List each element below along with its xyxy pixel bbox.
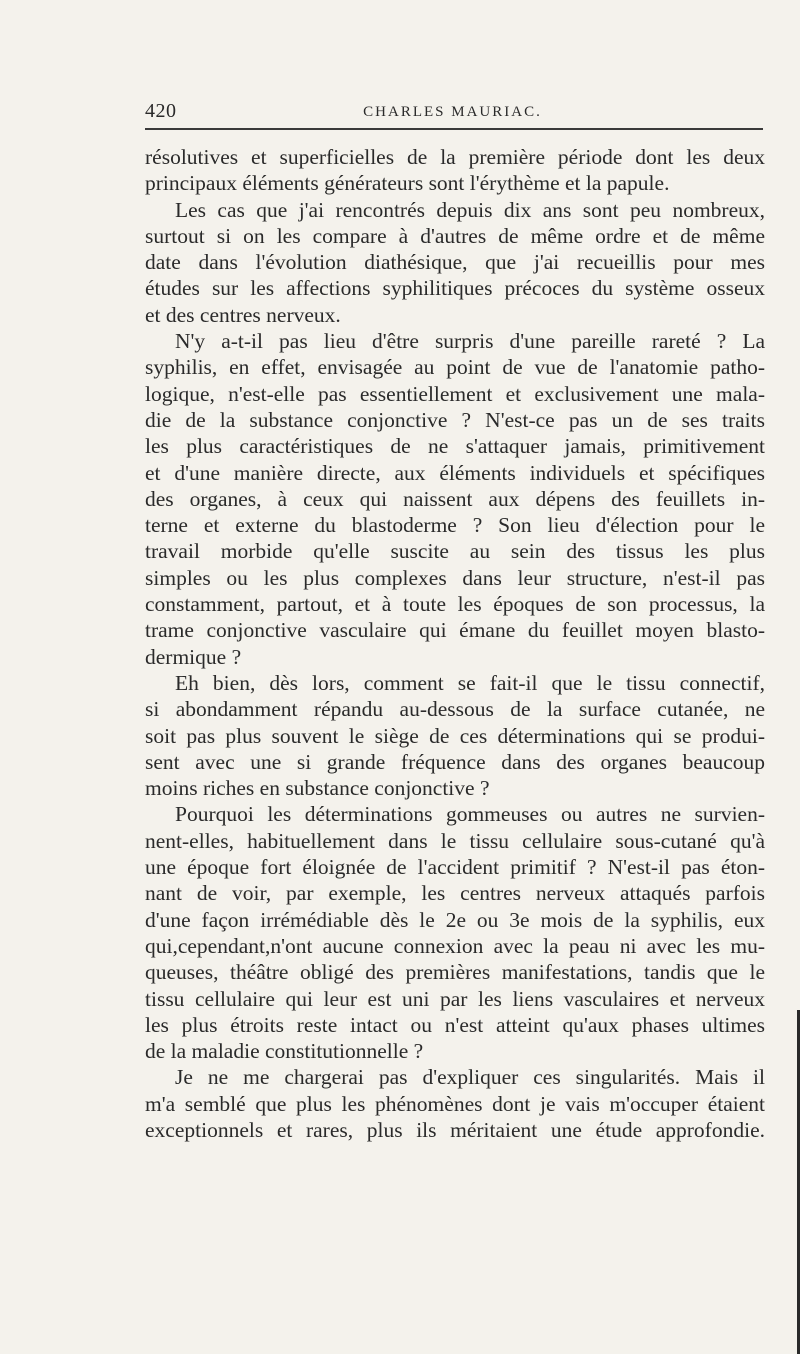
text-line: syphilis, en effet, envisagée au point de vue de l'anatomie patho- (145, 355, 765, 380)
text-line: die de la substance conjonctive ? N'est-ce pas un de ses traits (145, 407, 765, 432)
text-line: Les cas que j'ai rencontrés depuis dix ans sont peu nombreux, (175, 197, 765, 222)
text-line: et des centres nerveux. (145, 302, 341, 327)
text-line: tissu cellulaire qui leur est uni par les liens vasculaires et nerveux (145, 986, 765, 1011)
text-line: études sur les affections syphilitiques précoces du système osseux (145, 276, 765, 301)
text-line: terne et externe du blastoderme ? Son lieu d'élection pour le (145, 513, 765, 538)
text-line: de la maladie constitutionnelle ? (145, 1039, 424, 1064)
text-line: et d'une manière directe, aux éléments individuels et spécifiques (145, 460, 765, 485)
text-line: constamment, partout, et à toute les époques de son processus, la (145, 592, 765, 617)
text-line: nant de voir, par exemple, les centres nerveux attaqués parfois (145, 881, 765, 906)
text-line: une époque fort éloignée de l'accident primitif ? N'est-il pas éton- (145, 855, 765, 880)
text-line: sent avec une si grande fréquence dans des organes beaucoup (145, 749, 765, 774)
text-line: d'une façon irrémédiable dès le 2e ou 3e mois de la syphilis, eux (145, 907, 765, 932)
text-line: Je ne me chargerai pas d'expliquer ces singularités. Mais il (175, 1065, 765, 1090)
text-line: logique, n'est-elle pas essentiellement et exclusivement une mala- (145, 381, 765, 406)
running-title: CHARLES MAURIAC. (363, 104, 542, 120)
body-text (145, 144, 765, 1143)
text-line: résolutives et superficielles de la première période dont les deux (145, 145, 765, 169)
page-header (145, 96, 760, 126)
text-line: nent-elles, habituellement dans le tissu cellulaire sous-cutané qu'à (145, 828, 765, 853)
text-line: moins riches en substance conjonctive ? (145, 776, 490, 801)
text-line: date dans l'évolution diathésique, que j'ai recueillis pour mes (145, 250, 765, 275)
text-line: des organes, à ceux qui naissent aux dépens des feuillets in- (145, 486, 765, 511)
text-line: N'y a-t-il pas lieu d'être surpris d'une pareille rareté ? La (175, 329, 765, 354)
text-line: Eh bien, dès lors, comment se fait-il que le tissu connectif, (175, 670, 765, 695)
text-line: les plus caractéristiques de ne s'attaquer jamais, primitivement (145, 434, 765, 459)
text-line: surtout si on les compare à d'autres de même ordre et de même (145, 223, 765, 248)
text-line: les plus étroits reste intact ou n'est atteint qu'aux phases ultimes (145, 1012, 765, 1037)
text-line: queuses, théâtre obligé des premières manifestations, tandis que le (145, 960, 765, 985)
text-line: soit pas plus souvent le siège de ces déterminations qui se produi- (145, 723, 765, 748)
text-line: trame conjonctive vasculaire qui émane du feuillet moyen blasto- (145, 618, 765, 643)
text-line: Pourquoi les déterminations gommeuses ou autres ne survien- (175, 802, 765, 827)
text-line: exceptionnels et rares, plus ils méritaient une étude approfondie. (145, 1117, 765, 1142)
text-line: dermique ? (145, 644, 242, 669)
text-line: simples ou les plus complexes dans leur structure, n'est-il pas (145, 565, 765, 590)
text-line: si abondamment répandu au-dessous de la surface cutanée, ne (145, 697, 765, 722)
text-line: travail morbide qu'elle suscite au sein des tissus les plus (145, 539, 765, 564)
text-line: m'a semblé que plus les phénomènes dont je vais m'occuper étaient (145, 1091, 765, 1116)
text-line: principaux éléments générateurs sont l'érythème et la papule. (145, 171, 670, 196)
page-number: 420 (145, 100, 177, 122)
text-line: qui,cependant,n'ont aucune connexion avec la peau ni avec les mu- (145, 933, 765, 958)
header-rule (145, 128, 763, 130)
